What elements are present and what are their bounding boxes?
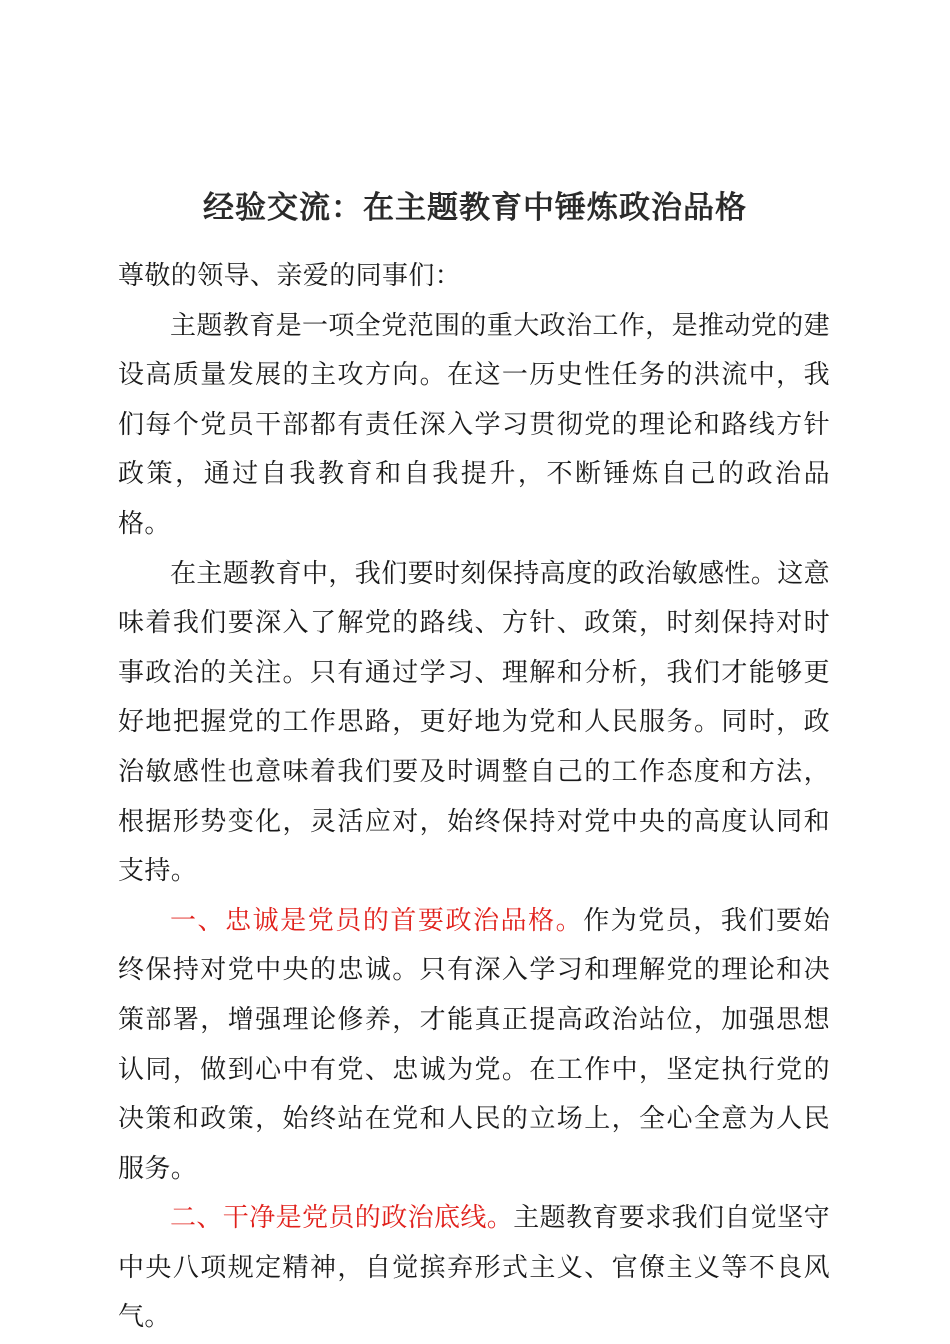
paragraph-1: 主题教育是一项全党范围的重大政治工作，是推动党的建设高质量发展的主攻方向。在这一历史性任务的洪流中，我们每个党员干部都有责任深入学习贯彻党的理论和路线方针政策，通过自我教育和自我提升，不断锤炼自己的政治品格。 (118, 310, 831, 539)
section-1-heading: 一、忠诚是党员的首要政治品格。 (170, 905, 584, 936)
paragraph-2: 在主题教育中，我们要时刻保持高度的政治敏感性。这意味着我们要深入了解党的路线、方针、政策，时刻保持对时事政治的关注。只有通过学习、理解和分析，我们才能够更好地把握党的工作思路，更好地为党和人民服务。同时，政治敏感性也意味着我们要及时调整自己的工作态度和方法，根据形势变化，灵活应对，始终保持对党中央的高度认同和支持。 (118, 558, 831, 887)
section-2-text: 主题教育要求我们自觉坚守中央八项规定精神，自觉摈弃形式主义、官僚主义等不良风气。 (118, 1203, 831, 1333)
salutation: 尊敬的领导、亲爱的同事们： (118, 261, 462, 291)
document-title: 经验交流：在主题教育中锤炼政治品格 (203, 190, 747, 226)
section-1 (118, 897, 830, 1195)
section-2-heading: 二、干净是党员的政治底线。 (170, 1203, 514, 1234)
section-1-text: 作为党员，我们要始终保持对党中央的忠诚。只有深入学习和理解党的理论和决策部署，增强理论修养，才能真正提高政治站位，加强思想认同，做到心中有党、忠诚为党。在工作中，坚定执行党的决策和政策，始终站在党和人民的立场上，全心全意为人民服务。 (118, 905, 830, 1184)
document-body (118, 252, 830, 1343)
section-2 (118, 1194, 830, 1343)
